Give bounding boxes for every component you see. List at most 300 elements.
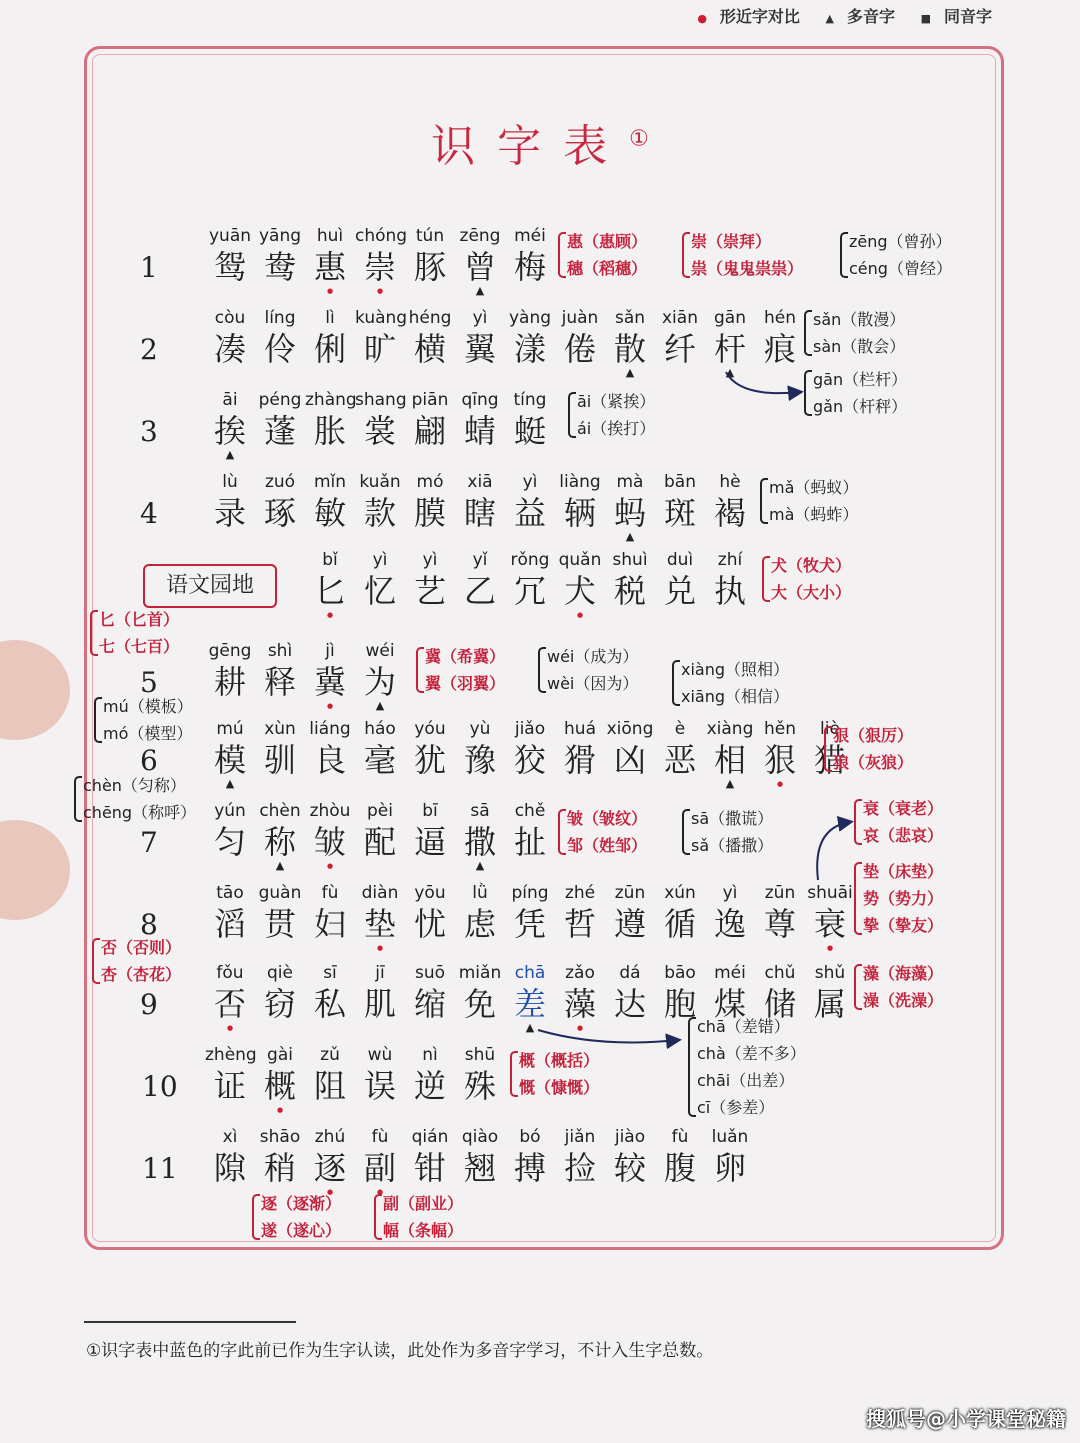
hanzi: 妇: [313, 905, 346, 943]
pinyin: yì: [722, 883, 738, 903]
arrow-shuai: [817, 822, 850, 880]
hanzi: 煤: [713, 985, 746, 1023]
hanzi: 敏: [313, 494, 346, 532]
hanzi: 误: [363, 1067, 396, 1105]
note-line: 祟（鬼鬼祟祟）: [691, 259, 804, 278]
arrow-gan: [726, 372, 800, 393]
legend-homophone: ■ 同音字: [920, 7, 992, 26]
hanzi: 衰: [813, 905, 846, 943]
hanzi: 杆: [713, 330, 746, 368]
hanzi: 搏: [513, 1149, 546, 1187]
pinyin: tún: [415, 226, 445, 246]
hanzi: 逸: [713, 905, 746, 943]
hanzi: 捡: [563, 1149, 596, 1187]
pinyin: qiào: [461, 1127, 499, 1147]
hanzi: 循: [663, 905, 696, 943]
pinyin: yún: [214, 801, 246, 821]
note-line: 藻（海藻）: [863, 964, 944, 983]
pinyin: tāo: [216, 883, 244, 903]
hanzi: 私: [313, 985, 346, 1023]
pinyin: pèi: [367, 801, 393, 821]
pinyin: suō: [414, 963, 446, 983]
pinyin: zēng: [459, 226, 501, 246]
note-line: 惠（惠顾）: [567, 232, 648, 251]
pinyin: mà: [616, 472, 644, 492]
note-line: cī（参差）: [697, 1098, 775, 1117]
pinyin: è: [674, 719, 686, 739]
page-title: 识字表①: [431, 121, 649, 172]
note-line: 冀（希冀）: [425, 647, 506, 666]
pinyin: bāo: [664, 963, 696, 983]
legend-polyphone: ▲ 多音字: [825, 7, 895, 26]
hanzi: 达: [613, 985, 646, 1023]
note-line: 副（副业）: [383, 1194, 464, 1213]
pinyin: chèn: [259, 801, 301, 821]
note-line: céng（曾经）: [849, 259, 952, 278]
note-line: chā（差错）: [697, 1017, 790, 1036]
pinyin: huá: [564, 719, 596, 739]
pinyin: xùn: [264, 719, 296, 739]
hanzi: 凭: [513, 905, 546, 943]
note-line: chāi（出差）: [697, 1071, 795, 1090]
pinyin: sā: [470, 801, 490, 821]
pinyin: zhàng: [305, 390, 357, 410]
pinyin: shǔ: [814, 963, 846, 983]
pinyin: lù: [222, 472, 238, 492]
hanzi: 撒: [463, 823, 496, 861]
hanzi: 腹: [663, 1149, 696, 1187]
pinyin: yì: [472, 308, 488, 328]
pinyin: shū: [464, 1045, 496, 1065]
hanzi: 翘: [463, 1149, 496, 1187]
pinyin: gài: [267, 1045, 293, 1065]
note-line: 皱（皱纹）: [567, 809, 648, 828]
hanzi: 税: [613, 572, 646, 610]
watermark: 搜狐号@小学课堂秘籍: [866, 1407, 1066, 1431]
pinyin: zūn: [764, 883, 796, 903]
pinyin: lǜ: [472, 883, 488, 903]
hanzi: 猎: [813, 741, 846, 779]
note-line: āi（紧挨）: [577, 392, 656, 411]
pinyin: còu: [214, 308, 246, 328]
hanzi: 贯: [263, 905, 296, 943]
pinyin: zǔ: [320, 1045, 340, 1065]
hanzi: 稍: [263, 1149, 296, 1187]
note-line: 匕（匕首）: [99, 610, 180, 629]
hanzi: 相: [713, 741, 746, 779]
note-line: xiāng（相信）: [681, 687, 790, 706]
row-number: 10: [142, 1070, 178, 1103]
pinyin: shuāi: [807, 883, 853, 903]
legend-similar: ● 形近字对比: [697, 7, 800, 26]
note-line: sǎ（播撒）: [691, 836, 774, 855]
hanzi: 为: [363, 663, 396, 701]
pinyin: chóng: [355, 226, 408, 246]
hanzi: 配: [363, 823, 396, 861]
hanzi: 胞: [663, 985, 696, 1023]
pinyin: péng: [258, 390, 302, 410]
pinyin: hěn: [763, 719, 796, 739]
square-icon: ■: [920, 12, 931, 25]
hanzi: 尊: [763, 905, 796, 943]
pinyin: chě: [514, 801, 546, 821]
hanzi: 膜: [413, 494, 446, 532]
row-number: 2: [140, 333, 158, 366]
pinyin: lì: [325, 308, 335, 328]
hanzi: 逆: [413, 1067, 446, 1105]
note-line: 犬（牧犬）: [771, 556, 852, 575]
triangle-icon: ▲: [825, 12, 834, 25]
note-line: 大（大小）: [771, 583, 852, 602]
hanzi: 匕: [313, 572, 346, 610]
note-line: 狼（灰狼）: [833, 753, 914, 772]
pinyin: líng: [264, 308, 296, 328]
note-line: 狠（狠厉）: [833, 726, 914, 745]
pinyin: zhòu: [309, 801, 351, 821]
note-line: sā（撒谎）: [691, 809, 774, 828]
hanzi: 模: [213, 741, 246, 779]
hanzi: 辆: [563, 494, 596, 532]
note-line: 否（否则）: [101, 938, 182, 957]
note-line: mǎ（蚂蚁）: [769, 478, 859, 497]
note-line: xiàng（照相）: [681, 660, 790, 679]
hanzi: 逼: [413, 823, 446, 861]
pinyin: fù: [371, 1127, 389, 1147]
pinyin: zuó: [264, 472, 296, 492]
hanzi: 窃: [263, 985, 296, 1023]
pinyin: xiàng: [706, 719, 754, 739]
note-line: gǎn（杆秤）: [813, 397, 908, 416]
hanzi: 虑: [463, 905, 496, 943]
pinyin: háo: [364, 719, 396, 739]
note-line: 七（七百）: [99, 637, 180, 656]
pinyin: hè: [719, 472, 741, 492]
note-line: chēng（称呼）: [83, 803, 197, 822]
pinyin: bān: [664, 472, 696, 492]
pinyin: jì: [325, 641, 335, 661]
pinyin: liàng: [559, 472, 601, 492]
note-line: sàn（散会）: [813, 337, 906, 356]
pinyin: zūn: [614, 883, 646, 903]
pinyin: yàng: [508, 308, 552, 328]
hanzi: 扯: [513, 823, 546, 861]
hanzi: 翼: [463, 330, 496, 368]
hanzi: 鸳: [213, 248, 246, 286]
hanzi: 犹: [413, 741, 446, 779]
hanzi: 狡: [513, 741, 546, 779]
hanzi: 卵: [713, 1149, 746, 1187]
pinyin: wéi: [365, 641, 395, 661]
row-number: 7: [140, 826, 158, 859]
hanzi: 执: [713, 572, 746, 610]
hanzi: 琢: [263, 494, 296, 532]
pinyin: shuì: [612, 550, 648, 570]
hanzi: 垫: [363, 905, 396, 943]
pinyin: huì: [316, 226, 344, 246]
note-line: 衰（衰老）: [863, 799, 944, 818]
note-line: 挚（挚友）: [863, 916, 944, 935]
pinyin: tíng: [513, 390, 547, 410]
hanzi: 漾: [513, 330, 546, 368]
pinyin: jiào: [614, 1127, 646, 1147]
pinyin: nì: [422, 1045, 438, 1065]
row-number: 1: [140, 251, 158, 284]
hanzi: 隙: [213, 1149, 246, 1187]
hanzi: 否: [213, 985, 246, 1023]
pinyin: jiǎo: [514, 719, 546, 739]
hanzi: 梅: [513, 248, 546, 286]
hanzi: 挨: [213, 412, 246, 450]
hanzi: 蜓: [513, 412, 546, 450]
hanzi: 豚: [413, 248, 446, 286]
hanzi: 遵: [613, 905, 646, 943]
dot-icon: ●: [697, 12, 707, 25]
pinyin: shāo: [259, 1127, 301, 1147]
note-line: 逐（逐渐）: [261, 1194, 342, 1213]
hanzi: 瞎: [463, 494, 496, 532]
hanzi: 斑: [663, 494, 696, 532]
note-line: 概（概括）: [519, 1051, 600, 1070]
pinyin: yuān: [208, 226, 252, 246]
hanzi: 惠: [313, 248, 346, 286]
hanzi: 忧: [413, 905, 446, 943]
hanzi: 痕: [763, 330, 796, 368]
pinyin: yǐ: [472, 550, 488, 570]
pinyin: rǒng: [510, 550, 550, 570]
pinyin: shang: [355, 390, 407, 410]
hanzi: 豫: [463, 741, 496, 779]
note-line: zēng（曾孙）: [849, 232, 952, 251]
note-line: chà（差不多）: [697, 1044, 806, 1063]
hanzi: 兑: [663, 572, 696, 610]
pinyin: zǎo: [565, 963, 595, 983]
note-line: 杏（杏花）: [101, 965, 182, 984]
hanzi: 皱: [313, 823, 346, 861]
row-number: 5: [140, 666, 158, 699]
hanzi: 倦: [563, 330, 596, 368]
note-line: 穗（稻穗）: [567, 259, 648, 278]
hanzi: 逐: [313, 1149, 346, 1187]
hanzi: 恶: [663, 741, 696, 779]
hanzi: 耕: [213, 663, 246, 701]
hanzi: 艺: [413, 572, 446, 610]
row-number: 9: [140, 988, 158, 1021]
hanzi: 猾: [563, 741, 596, 779]
pinyin: xiān: [662, 308, 698, 328]
pinyin: quǎn: [558, 550, 602, 570]
pinyin: kuàng: [355, 308, 408, 328]
hanzi: 犬: [563, 572, 596, 610]
hanzi: 匀: [213, 823, 246, 861]
hanzi: 差: [513, 985, 546, 1023]
hanzi: 翩: [413, 412, 446, 450]
pinyin: luǎn: [711, 1127, 749, 1147]
hanzi: 缩: [413, 985, 446, 1023]
pinyin: hén: [763, 308, 796, 328]
footnote-rule: [84, 1321, 296, 1323]
hanzi: 副: [363, 1149, 396, 1187]
hanzi: 蜻: [463, 412, 496, 450]
hanzi: 裳: [363, 412, 396, 450]
hanzi: 忆: [363, 572, 396, 610]
hanzi: 凑: [213, 330, 246, 368]
pinyin: juàn: [561, 308, 599, 328]
hanzi: 曾: [463, 248, 496, 286]
note-line: 哀（悲哀）: [863, 826, 944, 845]
pinyin: diàn: [361, 883, 399, 903]
pinyin: qiè: [267, 963, 293, 983]
hanzi: 属: [813, 985, 846, 1023]
hanzi: 胀: [313, 412, 346, 450]
pinyin: āi: [222, 390, 238, 410]
arrow-cha: [538, 1030, 678, 1042]
hanzi: 免: [463, 985, 496, 1023]
pinyin: sī: [323, 963, 337, 983]
pinyin: méi: [514, 226, 546, 246]
hanzi: 伶: [263, 330, 296, 368]
hanzi: 款: [363, 494, 396, 532]
note-line: 遂（遂心）: [261, 1221, 342, 1240]
pinyin: zhí: [717, 550, 743, 570]
hanzi: 哲: [563, 905, 596, 943]
pinyin: bī: [422, 801, 438, 821]
pinyin: xún: [664, 883, 696, 903]
pinyin: liè: [820, 719, 840, 739]
pinyin: kuǎn: [359, 472, 401, 492]
hanzi: 冗: [513, 572, 546, 610]
row-number: 8: [140, 908, 158, 941]
note-line: 翼（羽翼）: [425, 674, 506, 693]
hanzi: 冀: [313, 663, 346, 701]
pinyin: qīng: [461, 390, 499, 410]
note-line: mó（模型）: [103, 724, 193, 743]
pinyin: liáng: [309, 719, 351, 739]
pinyin: xì: [222, 1127, 238, 1147]
note-line: mà（蚂蚱）: [769, 505, 859, 524]
hanzi: 崇: [363, 248, 396, 286]
hanzi: 释: [263, 663, 296, 701]
hanzi: 益: [513, 494, 546, 532]
pinyin: gēng: [208, 641, 252, 661]
note-line: 慨（慷慨）: [519, 1078, 600, 1097]
hanzi: 概: [263, 1067, 296, 1105]
footnote: ①识字表中蓝色的字此前已作为生字认读，此处作为多音字学习，不计入生字总数。: [86, 1341, 714, 1361]
hanzi: 散: [613, 330, 646, 368]
pinyin: zhé: [564, 883, 596, 903]
pinyin: piān: [411, 390, 449, 410]
pinyin: chā: [514, 963, 546, 983]
hanzi: 滔: [213, 905, 246, 943]
pinyin: xiā: [467, 472, 493, 492]
pinyin: yì: [422, 550, 438, 570]
hanzi: 凶: [613, 741, 646, 779]
note-line: 崇（崇拜）: [691, 232, 772, 251]
pinyin: yì: [372, 550, 388, 570]
pinyin: yōu: [414, 883, 446, 903]
note-line: ái（挨打）: [577, 419, 656, 438]
pinyin: chǔ: [764, 963, 796, 983]
pinyin: jiǎn: [564, 1127, 596, 1147]
hanzi: 乙: [463, 572, 496, 610]
hanzi: 藻: [563, 985, 596, 1023]
pinyin: bó: [519, 1127, 541, 1147]
row-number: 11: [142, 1152, 178, 1185]
pinyin: píng: [511, 883, 549, 903]
pinyin: héng: [408, 308, 452, 328]
pinyin: wù: [367, 1045, 393, 1065]
hanzi: 褐: [713, 494, 746, 532]
pinyin: mǐn: [313, 472, 347, 492]
pinyin: fù: [671, 1127, 689, 1147]
note-line: 澡（洗澡）: [863, 991, 944, 1010]
hanzi: 良: [313, 741, 346, 779]
pinyin: duì: [666, 550, 694, 570]
pinyin: mú: [216, 719, 244, 739]
hanzi: 毫: [363, 741, 396, 779]
hanzi: 蓬: [263, 412, 296, 450]
hanzi: 证: [213, 1067, 246, 1105]
pinyin: guàn: [258, 883, 302, 903]
pinyin: sǎn: [614, 308, 646, 328]
hanzi: 俐: [313, 330, 346, 368]
pinyin: jī: [375, 963, 385, 983]
hanzi: 称: [263, 823, 296, 861]
pinyin: xiōng: [606, 719, 654, 739]
hanzi: 殊: [463, 1067, 496, 1105]
hanzi: 蚂: [613, 494, 646, 532]
pinyin: dá: [619, 963, 641, 983]
pinyin: miǎn: [458, 963, 502, 983]
hanzi: 驯: [263, 741, 296, 779]
row-number: 4: [140, 497, 158, 530]
note-line: 势（势力）: [863, 889, 944, 908]
hanzi: 录: [213, 494, 246, 532]
pinyin: shì: [267, 641, 293, 661]
pinyin: gān: [714, 308, 746, 328]
note-line: chèn（匀称）: [83, 776, 186, 795]
hanzi: 肌: [363, 985, 396, 1023]
note-line: 幅（条幅）: [383, 1221, 464, 1240]
garden-label: 语文园地: [143, 564, 277, 608]
pinyin: méi: [714, 963, 746, 983]
note-line: 垫（床垫）: [863, 862, 944, 881]
row-number: 3: [140, 415, 158, 448]
pinyin: yù: [469, 719, 491, 739]
hanzi: 阻: [313, 1067, 346, 1105]
hanzi: 储: [763, 985, 796, 1023]
row-number: 6: [140, 744, 158, 777]
pinyin: zhèng: [205, 1045, 257, 1065]
note-line: gān（栏杆）: [813, 370, 908, 389]
pinyin: yì: [522, 472, 538, 492]
hanzi: 较: [613, 1149, 646, 1187]
pinyin: fǒu: [216, 963, 244, 983]
note-line: wéi（成为）: [547, 647, 639, 666]
hanzi: 旷: [363, 330, 396, 368]
note-line: 邹（姓邹）: [567, 836, 648, 855]
note-line: wèi（因为）: [547, 674, 639, 693]
note-line: mú（模板）: [103, 697, 193, 716]
hanzi: 狠: [763, 741, 796, 779]
hanzi: 横: [413, 330, 446, 368]
pinyin: yóu: [414, 719, 446, 739]
note-line: sǎn（散漫）: [813, 310, 906, 329]
pinyin: yāng: [258, 226, 302, 246]
pinyin: mó: [416, 472, 444, 492]
hanzi: 钳: [413, 1149, 446, 1187]
hanzi: 纤: [663, 330, 696, 368]
pinyin: bǐ: [322, 550, 338, 570]
